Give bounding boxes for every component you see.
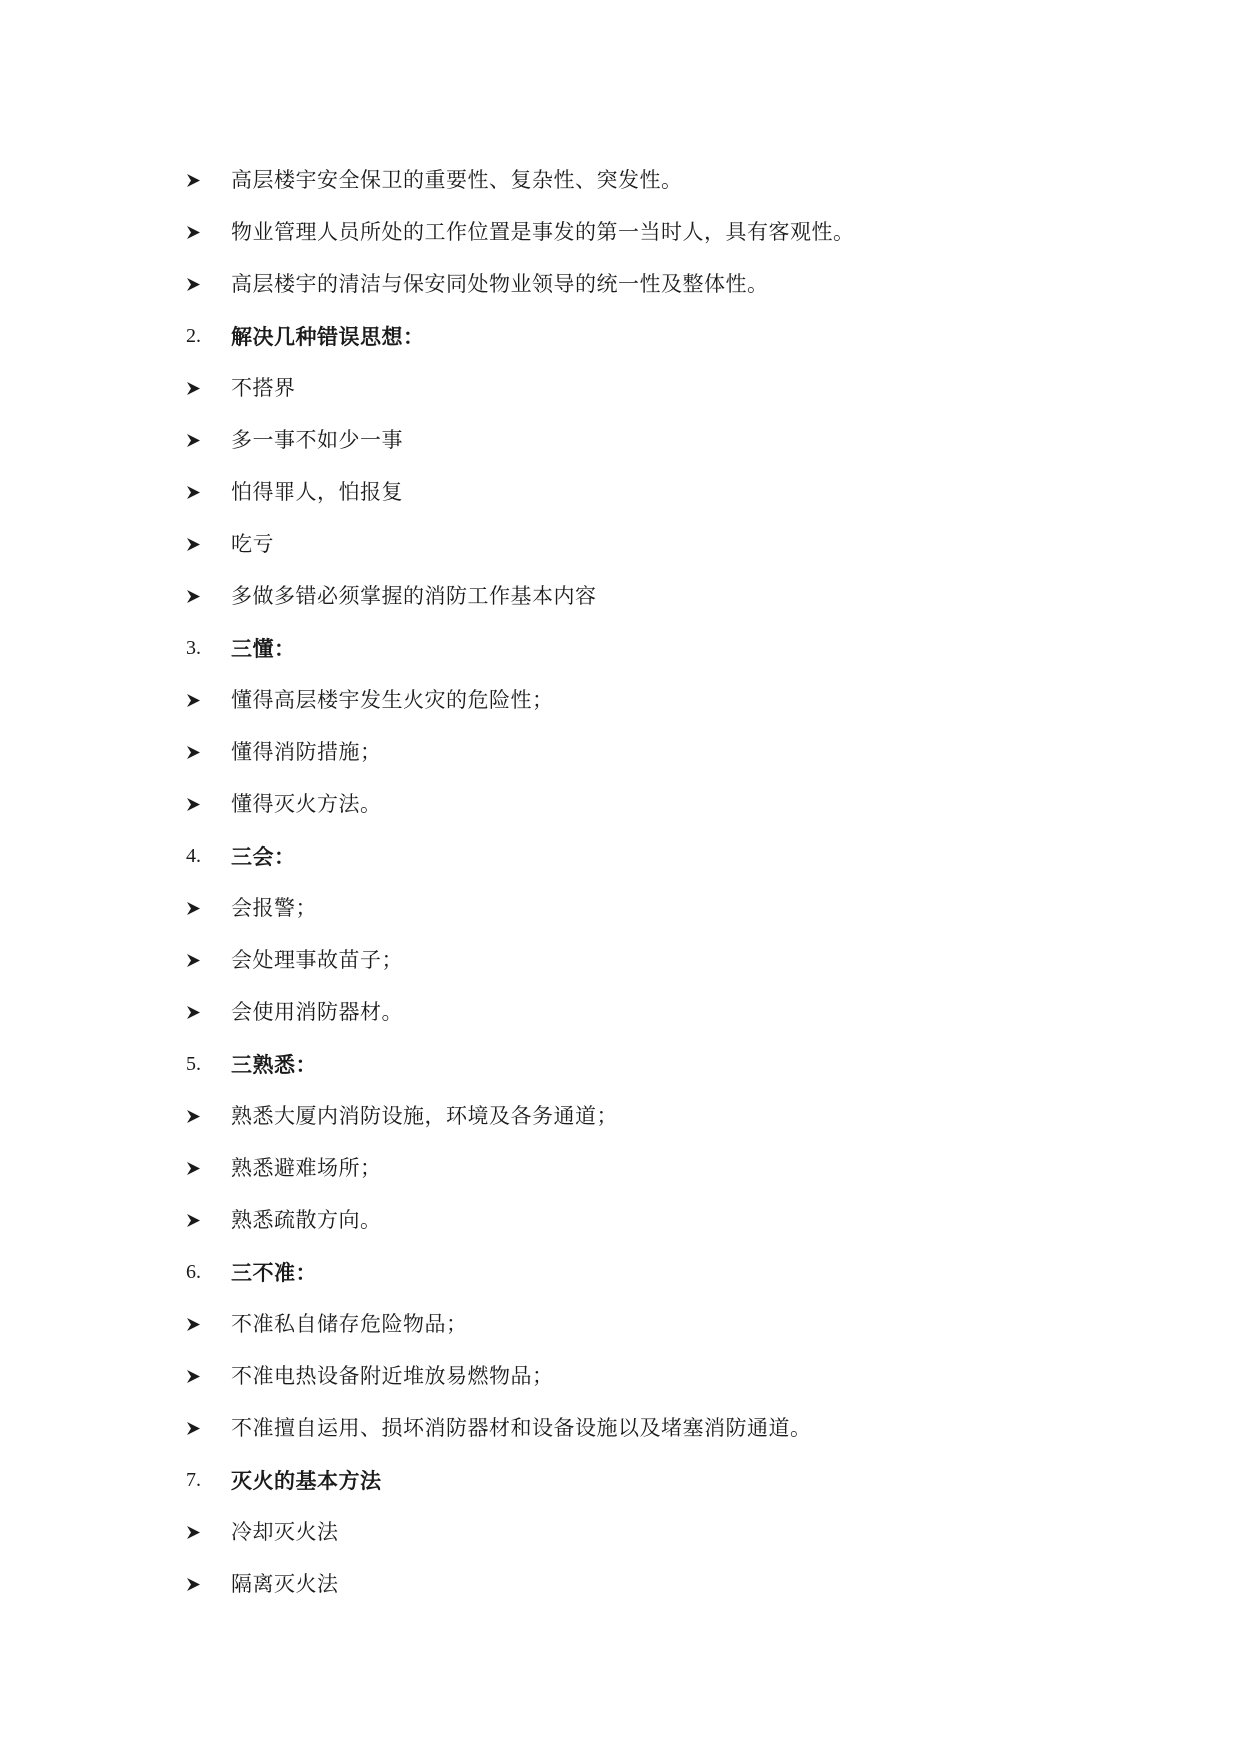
bullet-item-text: 多一事不如少一事 <box>231 427 403 452</box>
section-number <box>186 1054 231 1074</box>
bullet-item-text: 懂得消防措施； <box>231 739 382 764</box>
section-heading-text: 三懂： <box>231 635 296 661</box>
section-heading-text: 解决几种错误思想： <box>231 323 425 349</box>
section-number <box>186 1262 231 1282</box>
section-heading <box>186 1246 1086 1298</box>
arrowhead-bullet-icon <box>186 1213 231 1228</box>
bullet-item-text: 物业管理人员所处的工作位置是事发的第一当时人，具有客观性。 <box>231 219 855 244</box>
bullet-item <box>186 882 1086 934</box>
bullet-item-text: 熟悉大厦内消防设施，环境及各务通道； <box>231 1103 618 1128</box>
section-number <box>186 846 231 866</box>
bullet-item <box>186 1402 1086 1454</box>
arrowhead-bullet-icon <box>186 953 231 968</box>
bullet-item <box>186 1558 1086 1610</box>
arrowhead-bullet-icon <box>186 1577 231 1592</box>
bullet-item <box>186 726 1086 778</box>
section-number-label: 6. <box>186 1261 201 1283</box>
bullet-item <box>186 154 1086 206</box>
arrowhead-bullet-icon <box>186 745 231 760</box>
section-heading <box>186 310 1086 362</box>
arrowhead-bullet-icon <box>186 589 231 604</box>
bullet-item <box>186 258 1086 310</box>
section-heading-text: 灭火的基本方法 <box>231 1467 382 1493</box>
arrowhead-bullet-icon <box>186 537 231 552</box>
bullet-item-text: 懂得高层楼宇发生火灾的危险性； <box>231 687 554 712</box>
bullet-item <box>186 362 1086 414</box>
arrowhead-bullet-icon <box>186 277 231 292</box>
bullet-item <box>186 1194 1086 1246</box>
bullet-item-text: 熟悉避难场所； <box>231 1155 382 1180</box>
section-number-label: 4. <box>186 845 201 867</box>
bullet-item <box>186 1142 1086 1194</box>
bullet-item-text: 冷却灭火法 <box>231 1519 339 1544</box>
bullet-item <box>186 570 1086 622</box>
arrowhead-bullet-icon <box>186 1005 231 1020</box>
bullet-item <box>186 1090 1086 1142</box>
bullet-item-text: 会报警； <box>231 895 317 920</box>
bullet-item-text: 懂得灭火方法。 <box>231 791 382 816</box>
bullet-item-text: 会处理事故苗子； <box>231 947 403 972</box>
section-heading <box>186 1038 1086 1090</box>
section-number <box>186 1470 231 1490</box>
section-heading <box>186 622 1086 674</box>
arrowhead-bullet-icon <box>186 173 231 188</box>
document-body <box>186 154 1086 1610</box>
section-heading <box>186 1454 1086 1506</box>
bullet-item <box>186 778 1086 830</box>
section-heading-text: 三会： <box>231 843 296 869</box>
bullet-item-text: 会使用消防器材。 <box>231 999 403 1024</box>
arrowhead-bullet-icon <box>186 901 231 916</box>
bullet-item-text: 熟悉疏散方向。 <box>231 1207 382 1232</box>
section-number-label: 3. <box>186 637 201 659</box>
bullet-item <box>186 1506 1086 1558</box>
arrowhead-bullet-icon <box>186 1421 231 1436</box>
bullet-item-text: 高层楼宇的清洁与保安同处物业领导的统一性及整体性。 <box>231 271 769 296</box>
bullet-item-text: 不搭界 <box>231 375 296 400</box>
arrowhead-bullet-icon <box>186 1525 231 1540</box>
bullet-item <box>186 466 1086 518</box>
section-number-label: 7. <box>186 1469 201 1491</box>
bullet-item <box>186 414 1086 466</box>
bullet-item-text: 高层楼宇安全保卫的重要性、复杂性、突发性。 <box>231 167 683 192</box>
bullet-item-text: 多做多错必须掌握的消防工作基本内容 <box>231 583 597 608</box>
bullet-item <box>186 1350 1086 1402</box>
section-heading <box>186 830 1086 882</box>
section-heading-text: 三熟悉： <box>231 1051 317 1077</box>
bullet-item-text: 不准电热设备附近堆放易燃物品； <box>231 1363 554 1388</box>
arrowhead-bullet-icon <box>186 1109 231 1124</box>
bullet-item <box>186 674 1086 726</box>
bullet-item-text: 吃亏 <box>231 531 274 556</box>
arrowhead-bullet-icon <box>186 1317 231 1332</box>
section-number-label: 2. <box>186 325 201 347</box>
arrowhead-bullet-icon <box>186 485 231 500</box>
bullet-item-text: 怕得罪人，怕报复 <box>231 479 403 504</box>
bullet-item <box>186 206 1086 258</box>
arrowhead-bullet-icon <box>186 1369 231 1384</box>
bullet-item <box>186 934 1086 986</box>
arrowhead-bullet-icon <box>186 433 231 448</box>
arrowhead-bullet-icon <box>186 797 231 812</box>
bullet-item-text: 不准擅自运用、损坏消防器材和设备设施以及堵塞消防通道。 <box>231 1415 812 1440</box>
arrowhead-bullet-icon <box>186 693 231 708</box>
section-number <box>186 326 231 346</box>
bullet-item <box>186 518 1086 570</box>
arrowhead-bullet-icon <box>186 225 231 240</box>
bullet-item <box>186 1298 1086 1350</box>
arrowhead-bullet-icon <box>186 381 231 396</box>
arrowhead-bullet-icon <box>186 1161 231 1176</box>
section-number-label: 5. <box>186 1053 201 1075</box>
bullet-item <box>186 986 1086 1038</box>
bullet-item-text: 不准私自储存危险物品； <box>231 1311 468 1336</box>
bullet-item-text: 隔离灭火法 <box>231 1571 339 1596</box>
section-number <box>186 638 231 658</box>
section-heading-text: 三不准： <box>231 1259 317 1285</box>
